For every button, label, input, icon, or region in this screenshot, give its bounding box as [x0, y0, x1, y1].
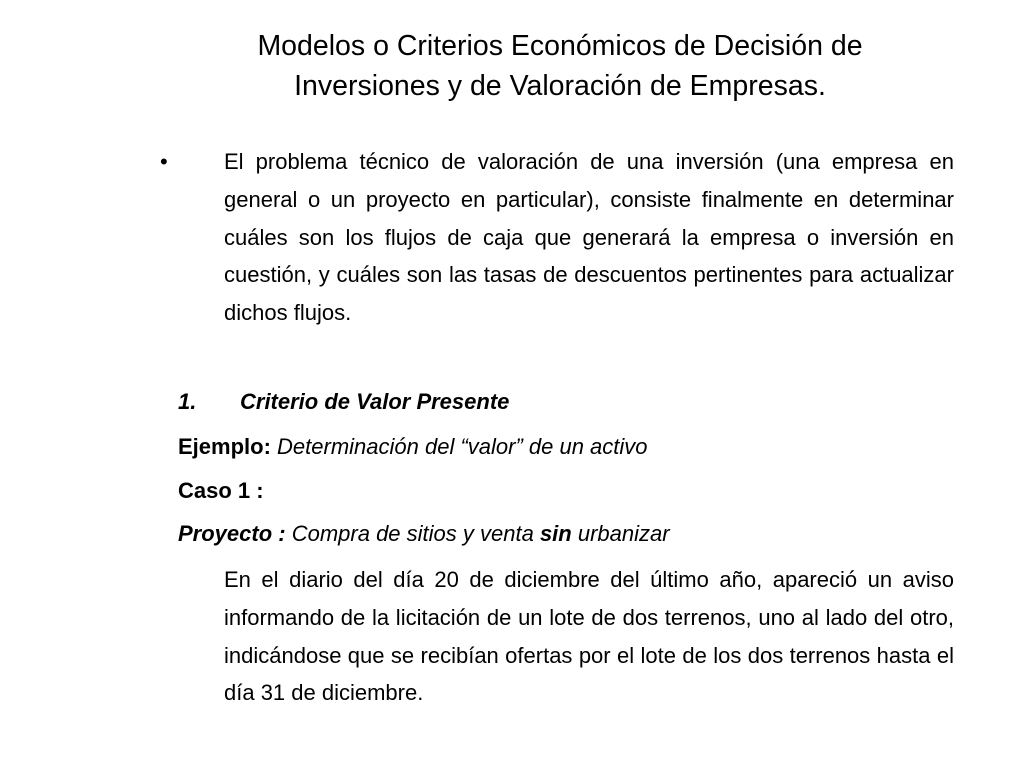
- ejemplo-line: [178, 432, 648, 462]
- criterio-number: 1.: [178, 389, 197, 414]
- proyecto-label: Proyecto :: [178, 521, 286, 546]
- caso-label: Caso 1 :: [178, 478, 264, 503]
- ejemplo-label: Ejemplo:: [178, 434, 271, 459]
- criterio-heading: [178, 387, 509, 417]
- bullet-icon: •: [160, 149, 168, 174]
- case-paragraph: En el diario del día 20 de diciembre del último año, apareció un aviso informando de la licitación de un lote de dos terrenos, uno al lado del otro, indicándose que se recibían ofertas por el lote de los dos terrenos hasta el día 31 de diciembre.: [224, 567, 954, 706]
- intro-paragraph: El problema técnico de valoración de una inversión (una empresa en general o un proyecto en particular), consiste finalmente en determinar cuáles son los flujos de caja que generará la empresa o inversión en cuestión, y cuáles son las tasas de descuentos pertinentes para actualizar dichos flujos.: [224, 149, 954, 326]
- title-line-2: Inversiones y de Valoración de Empresas.: [294, 70, 826, 102]
- proyecto-text-before: Compra de sitios y venta: [285, 521, 540, 546]
- proyecto-emphasis: sin: [539, 521, 572, 546]
- criterio-label: Criterio de Valor Presente: [240, 389, 510, 414]
- slide-title: [150, 26, 970, 106]
- ejemplo-text: Determinación del “valor” de un activo: [270, 434, 648, 459]
- title-line-1: Modelos o Criterios Económicos de Decisión de: [257, 30, 863, 62]
- proyecto-line: [178, 519, 670, 549]
- proyecto-text-after: urbanizar: [571, 521, 670, 546]
